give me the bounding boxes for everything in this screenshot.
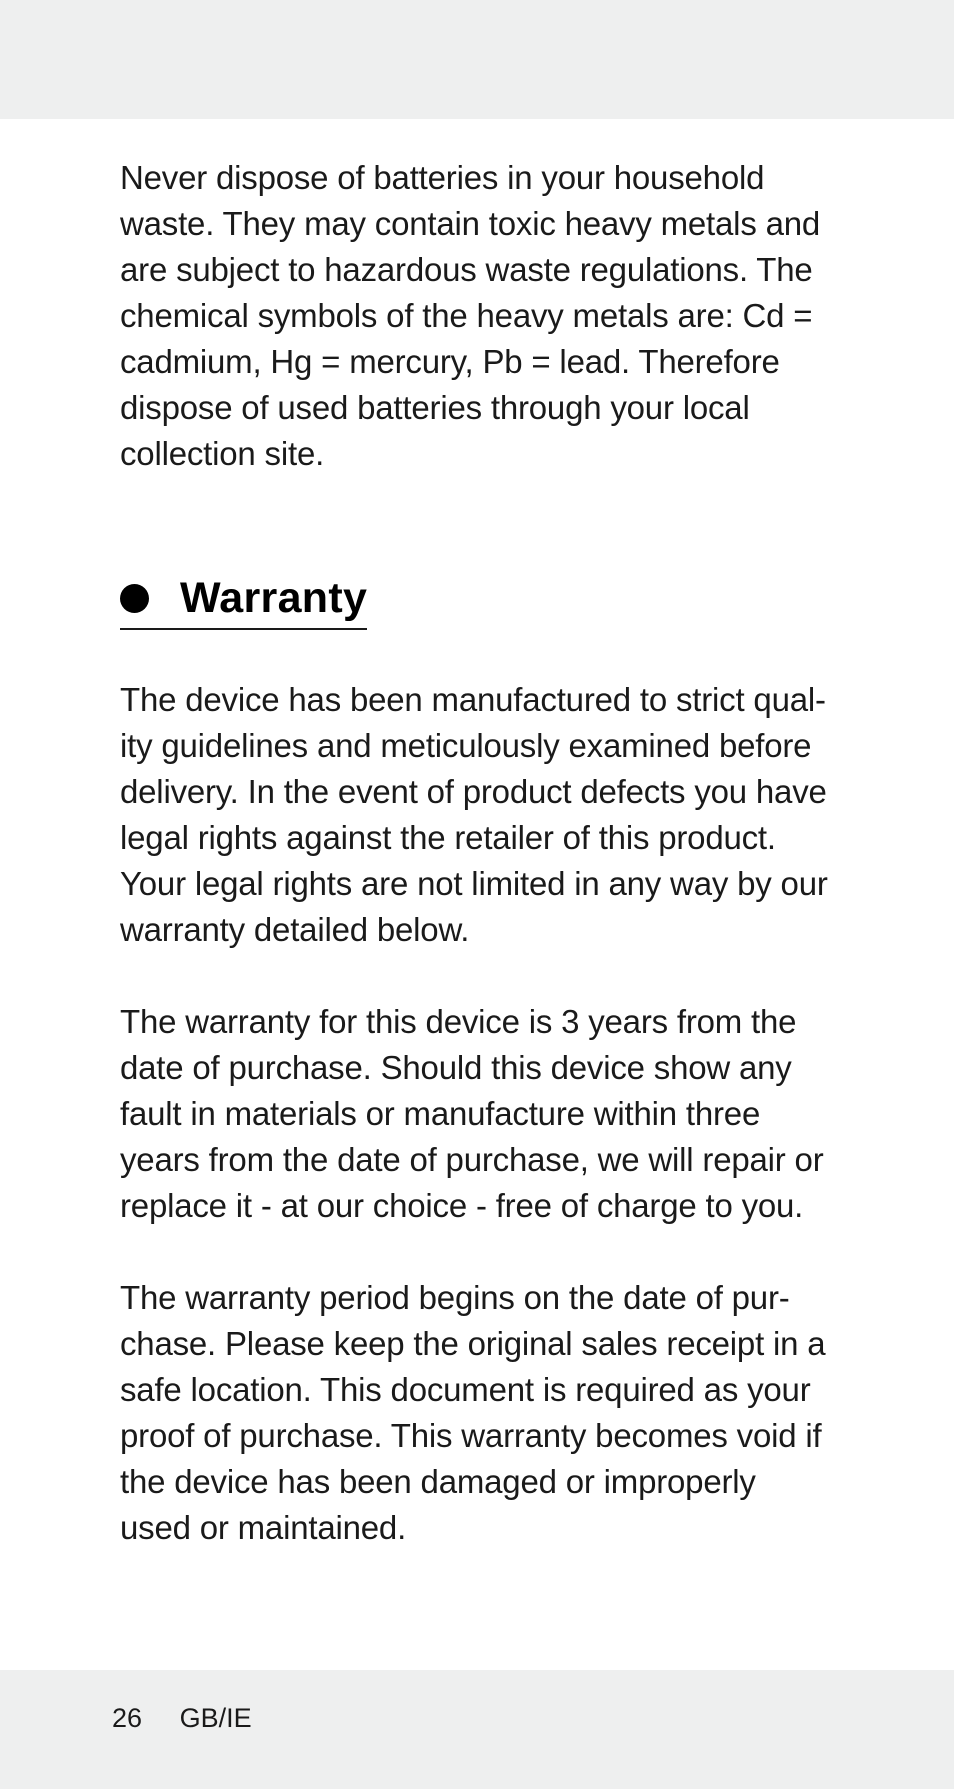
page-footer [112,1700,252,1736]
page-content [120,155,850,1551]
section-title: Warranty [180,574,368,622]
warranty-paragraph-1: The device has been manufactured to strict qual- ity guidelines and meticulously examined before delivery. In the event of product defects you have legal rights against the retailer of this product. Your legal rights are not limited in any way by our warranty detailed below. [120,681,828,948]
page-number: 26 [112,1703,143,1733]
section-heading-warranty [120,572,367,630]
region-label: GB/IE [179,1703,252,1733]
bullet-icon [120,584,149,613]
warranty-paragraph-2: The warranty for this device is 3 years from the date of purchase. Should this device show any fault in materials or manufacture within three years from the date of purchase, we will repair or replace it - at our choice - free of charge to you. [120,1003,824,1224]
battery-disposal-paragraph: Never dispose of batteries in your household waste. They may contain toxic heavy metals and are subject to hazardous waste regulations. The chemical symbols of the heavy metals are: Cd = cadmium, Hg = mercury, Pb = lead. Therefore dispose of used batteries through your local collection site. [120,159,821,472]
header-band [0,0,954,119]
warranty-paragraph-3: The warranty period begins on the date of pur- chase. Please keep the original sales receipt in a safe location. This document is required as your proof of purchase. This warranty becomes void if the device has been damaged or improperly used or maintained. [120,1279,826,1546]
